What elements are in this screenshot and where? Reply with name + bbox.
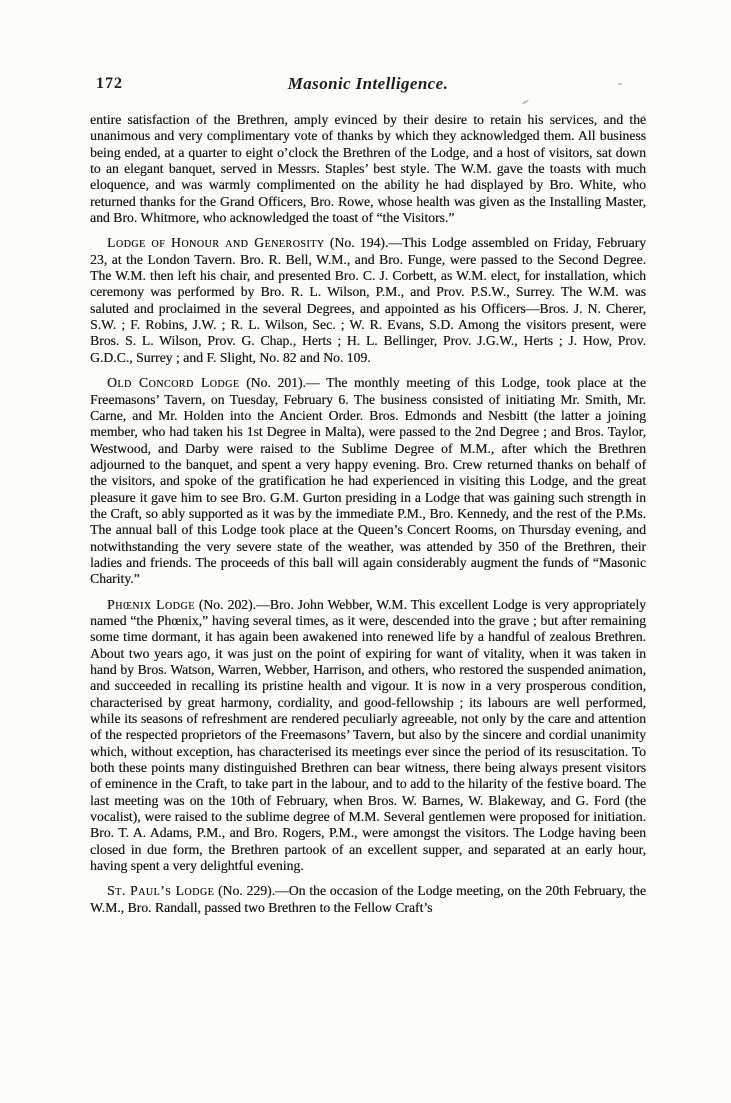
paragraph-text: On the occasion of the Lodge meeting, on the 20th February, the W.M., Bro. Randall, passed two Brethren to the Fellow Craft’s <box>90 883 646 915</box>
paragraph-text: This Lodge assembled on Friday, February 23, at the London Tavern. Bro. R. Bell, W.M., and Bro. Funge, were passed to the Second Degree. The W.M. then left his chair, and presented Bro. C. J. Corbett, as W.M. elect, for installation, which ceremony was performed by Bro. R. L. Wilson, P.M., and Prov. P.S.W., Surrey. The W.M. was saluted and proclaimed in the several Degrees, and appointed as his Officers—Bros. J. N. Cherer, S.W. ; F. Robins, J.W. ; R. L. Wilson, Sec. ; W. R. Evans, S.D. Among the visitors present, were Bros. S. L. Wilson, Prov. G. Chap., Herts ; H. L. Bellinger, Prov. J.G.W., Herts ; J. How, Prov. G.D.C., Surrey ; and F. Slight, No. 82 and No. 109. <box>90 235 646 365</box>
scan-speck <box>522 99 529 104</box>
page-body <box>90 112 646 916</box>
lodge-number: (No. 202).— <box>194 596 270 612</box>
paragraph-old-concord-lodge <box>90 375 646 587</box>
paragraph-text: entire satisfaction of the Brethren, amply evinced by their desire to retain his services, and the unanimous and very complimentary vote of thanks by which they acknowledged them. All business being ended, at a quarter to eight o’clock the Brethren of the Lodge, and a host of visitors, sat down to an elegant banquet, served in Messrs. Staples’ best style. The W.M. gave the toasts with much eloquence, and was warmly complimented on the ability he had displayed by Bro. White, who returned thanks for the Grand Officers, Bro. Rowe, whose health was given as the Installing Master, and Bro. Whitmore, who acknowledged the toast of “the Visitors.” <box>90 112 646 226</box>
running-title: Masonic Intelligence. <box>287 74 449 93</box>
paragraph-st-pauls-lodge <box>90 883 646 916</box>
paragraph-lodge-honour-generosity <box>90 235 646 366</box>
lodge-name: Lodge of Honour and Generosity <box>107 235 325 251</box>
lodge-number: (No. 194).— <box>324 235 402 251</box>
lodge-number: (No. 229).— <box>214 883 289 899</box>
running-head <box>90 74 646 98</box>
scan-speck <box>166 121 169 124</box>
lodge-number: (No. 201).— <box>239 375 326 391</box>
paragraph-phoenix-lodge <box>90 597 646 875</box>
lodge-name: St. Paul’s Lodge <box>107 883 215 899</box>
paragraph-continuation <box>90 112 646 226</box>
paragraph-text: The monthly meeting of this Lodge, took place at the Freemasons’ Tavern, on Tuesday, February 6. The business consisted of initiating Mr. Smith, Mr. Carne, and Mr. Holden into the Ancient Order. Bros. Edmonds and Nesbitt (the latter a joining member, who had taken his 1st Degree in Malta), were passed to the 2nd Degree ; and Bros. Taylor, Westwood, and Darby were raised to the Sublime Degree of M.M., after which the Brethren adjourned to the banquet, and spent a very happy evening. Bro. Crew returned thanks on behalf of the visitors, and spoke of the gratification he had experienced in visiting this Lodge, and the great pleasure it gave him to see Bro. G.M. Gurton presiding in a Lodge that was gaining such strength in the Craft, so ably supported as it was by the immediate P.M., Bro. Kennedy, and the rest of the P.Ms. The annual ball of this Lodge took place at the Queen’s Concert Rooms, on Thursday evening, and notwithstanding the very severe state of the weather, was attended by 350 of the Brethren, their ladies and friends. The proceeds of this ball will again considerably augment the funds of “Masonic Charity.” <box>90 375 646 587</box>
page-number: 172 <box>96 75 123 92</box>
lodge-name: Phœnix Lodge <box>107 596 195 612</box>
paragraph-text: Bro. John Webber, W.M. This excellent Lodge is very appropriately named “the Phœnix,” having several times, as it were, descended into the grave ; but after remaining some time dormant, it has again been awakened into renewed life by a handful of zealous Brethren. About two years ago, it was just on the point of expiring for want of vitality, when it was taken in hand by Bros. Watson, Warren, Webber, Harrison, and others, who restored the suspended animation, and succeeded in recalling its pristine health and vigour. It is now in a very prosperous condition, characterised by great harmony, cordiality, and good-fellowship ; its labours are well performed, while its seasons of refreshment are rendered peculiarly agreeable, not only by the care and attention of the respected proprietors of the Freemasons’ Tavern, but also by the sincere and cordial unanimity which, without exception, has characterised its meetings ever since the period of its resuscitation. To both these points many distinguished Brethren can bear witness, there being always present visitors of eminence in the Craft, to take part in the labour, and to add to the hilarity of the festive board. The last meeting was on the 10th of February, when Bros. W. Barnes, W. Blakeway, and G. Ford (the vocalist), were raised to the sublime degree of M.M. Several gentlemen were proposed for initiation. Bro. T. A. Adams, P.M., and Bro. Rogers, P.M., were amongst the visitors. The Lodge having been closed in due form, the Brethren partook of an excellent supper, and separated at an early hour, having spent a very delightful evening. <box>90 596 647 874</box>
lodge-name: Old Concord Lodge <box>107 375 240 391</box>
